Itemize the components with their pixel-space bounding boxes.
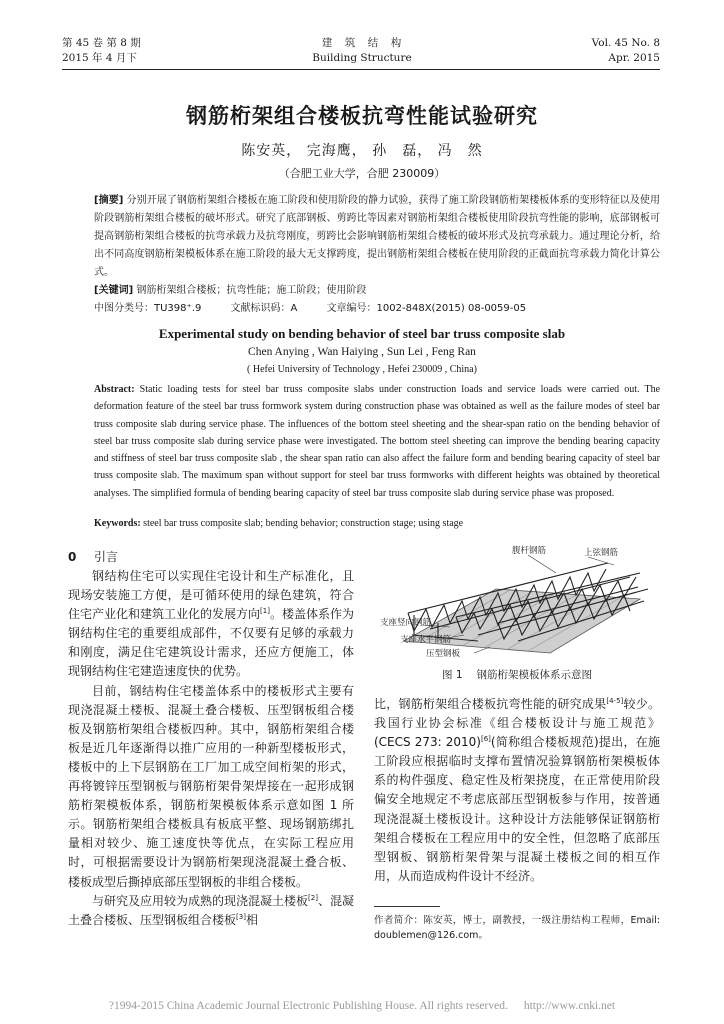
keywords-cn bbox=[94, 281, 660, 296]
classification-line bbox=[94, 299, 552, 314]
figure-caption bbox=[374, 667, 660, 682]
body-left-column bbox=[68, 567, 354, 930]
section-title: 引言 bbox=[94, 550, 119, 564]
clc-number: 中图分类号：TU398⁺.9 bbox=[94, 303, 202, 314]
body-right-column bbox=[374, 695, 660, 886]
paragraph-text: 比，钢筋桁架组合楼板抗弯性能的研究成果 bbox=[374, 697, 607, 711]
paragraph-text: (简称组合楼板规范)提出，在施工阶段应根据临时支撑布置情况验算钢筋桁架模板体系的构件强度、稳定性及桁架挠度，在正常使用阶段偏安全地规定不考虑底部压型钢板参与作用，按普通现浇混凝土楼板设计。这种设计方法能够保证钢筋桁架组合楼板在工程应用中的安全性，但忽略了底部压型钢板、钢筋桁架骨架与混凝土楼板之间的相互作用，从而造成构件设计不经济。 bbox=[374, 735, 660, 883]
affiliation: （合肥工业大学，合肥 230009） bbox=[278, 167, 446, 180]
header-rule bbox=[62, 69, 660, 70]
author-footnote: 作者简介：陈安英，博士，副教授，一级注册结构工程师，Email: doublemen@126.com。 bbox=[374, 915, 660, 941]
article-number: 文章编号：1002-848X(2015) 08-0059-05 bbox=[326, 303, 527, 314]
header-volume: 第 45 卷 第 8 期 bbox=[62, 37, 141, 49]
header-date: 2015 年 4 月下 bbox=[62, 52, 137, 64]
abstract-cn bbox=[94, 192, 660, 282]
header-journal-cn: 建 筑 结 构 bbox=[321, 37, 403, 49]
abstract-en-text: Static loading tests for steel bar truss composite slabs under construction loads and service loads were carried out. The deformation feature of the steel bar truss formwork system during construction phase was obtained as well as the failure modes of steel bar truss composite slab during service phase. The influences of the bottom steel sheeting and the shear-span ratio on the bending behavior of steel bar truss composite slab during service phase were investigated. The bottom steel sheeting can improve the bending bearing capacity and stiffness of steel bar truss composite slab , the shear span ratio can also affect the failure form and bending bearing capacity of steel bar truss composite slab. The maximum span without support for steel bar truss formworks with different heights was obtained by theoretical analyses. The simplified formula of bending bearing capacity of steel bar truss composite slab during service phase was proposed. bbox=[94, 384, 661, 499]
paragraph-text: 、混凝土叠合楼板、压型钢板组合楼板 bbox=[68, 893, 354, 927]
paper-title: 钢筋桁架组合楼板抗弯性能试验研究 bbox=[186, 104, 538, 128]
keywords-cn-text: 钢筋桁架组合楼板；抗弯性能；施工阶段；使用阶段 bbox=[136, 285, 367, 296]
abstract-en-label: Abstract: bbox=[94, 384, 135, 395]
citation: [4-5] bbox=[606, 697, 624, 705]
footnote-rule bbox=[374, 906, 440, 907]
paragraph bbox=[68, 567, 354, 682]
english-affiliation: ( Hefei University of Technology , Hefei 230009 , China) bbox=[247, 364, 477, 375]
label-web-bar: 腹杆钢筋 bbox=[512, 546, 547, 556]
abstract-en bbox=[94, 381, 660, 502]
copyright-line bbox=[0, 1000, 724, 1012]
english-authors: Chen Anying , Wan Haiying , Sun Lei , Feng Ran bbox=[248, 346, 476, 358]
paragraph-text: 较少。我国行业协会标准《组合楼板设计与施工规范》(CECS 273: 2010) bbox=[374, 697, 660, 750]
cnki-link[interactable]: http://www.cnki.net bbox=[523, 1000, 616, 1012]
label-steel-deck: 压型钢板 bbox=[426, 649, 461, 659]
keywords-en-text: steel bar truss composite slab; bending behavior; construction stage; using stage bbox=[143, 518, 464, 529]
header-month: Apr. 2015 bbox=[608, 52, 660, 64]
paragraph-text: 。楼盖体系作为钢结构住宅的重要组成部件，不仅要有足够的承载力和刚度，满足住宅建筑设计需求，还应方便施工，体现钢结构住宅建造速度快的优势。 bbox=[68, 607, 354, 679]
keywords-en bbox=[94, 518, 660, 529]
citation: [6] bbox=[480, 735, 491, 744]
english-title: Experimental study on bending behavior of steel bar truss composite slab bbox=[158, 326, 566, 341]
paragraph-text: 钢结构住宅可以实现住宅设计和生产标准化，且现场安装施工方便，是可循环使用的绿色建筑，符合住宅产业化和建筑工业化的发展方向 bbox=[68, 569, 354, 622]
keywords-cn-label: [关键词] bbox=[94, 285, 134, 296]
label-support-horizontal: 支座水平钢筋 bbox=[400, 635, 452, 645]
paragraph-text: 与研究及应用较为成熟的现浇混凝土楼板 bbox=[92, 893, 309, 908]
paragraph-text: 目前，钢结构住宅楼盖体系中的楼板形式主要有现浇混凝土楼板、混凝土叠合楼板、压型钢板组合楼板及钢筋桁架组合楼板四种。其中，钢筋桁架组合楼板是近几年逐渐得以推广应用的一种新型楼板形式，楼板中的上下层钢筋在工厂加工成空间桁架的形式，再将镀锌压型钢板与钢筋桁架骨架焊接在一起形成钢筋桁架模板体系，钢筋桁架模板体系示意如图 1 所示。钢筋桁架组合楼板具有板底平整、现场钢筋绑扎量相对较少、施工速度快等优点，在实际工程应用时，可根据需要设计为钢筋桁架现浇混凝土叠合板、楼板成型后撕掉底部压型钢板的非组合楼板。 bbox=[68, 683, 354, 889]
abstract-cn-label: [摘要] bbox=[94, 195, 124, 206]
author-list: 陈安英， 完海鹰， 孙 磊， 冯 然 bbox=[241, 143, 483, 159]
paragraph-text: 相 bbox=[245, 912, 258, 927]
header-journal-en: Building Structure bbox=[312, 52, 412, 64]
paragraph bbox=[374, 695, 660, 886]
truss-figure bbox=[378, 543, 660, 665]
document-code: 文献标识码：A bbox=[230, 303, 298, 314]
section-number: 0 bbox=[68, 550, 77, 564]
citation: [2] bbox=[308, 893, 318, 902]
paragraph bbox=[68, 892, 354, 930]
header-vol-no: Vol. 45 No. 8 bbox=[591, 37, 660, 49]
label-support-vertical: 支座竖向钢筋 bbox=[380, 618, 432, 628]
label-upper-bar: 上弦钢筋 bbox=[584, 548, 619, 558]
citation: [1] bbox=[260, 607, 270, 616]
figure-caption-text: 钢筋桁架模板体系示意图 bbox=[476, 669, 593, 681]
keywords-en-label: Keywords: bbox=[94, 518, 141, 529]
abstract-cn-text: 分别开展了钢筋桁架组合楼板在施工阶段和使用阶段的静力试验，获得了施工阶段钢筋桁架楼板体系的变形特征以及使用阶段钢筋桁架组合楼板的破坏形式。研究了底部钢板、剪跨比等因素对钢筋桁架组合楼板使用阶段抗弯性能的影响，底部钢板可提高钢筋桁架组合楼板的抗弯承载力及抗弯刚度，剪跨比会影响钢筋桁架组合楼板的破坏形式及抗弯承载力。通过理论分析，给出不同高度钢筋桁架模板体系在施工阶段的最大无支撑跨度，提出钢筋桁架组合楼板在使用阶段的正截面抗弯承载力简化计算公式。 bbox=[94, 195, 661, 278]
citation: [3] bbox=[236, 912, 246, 921]
header-vol-en bbox=[592, 36, 660, 66]
section-heading bbox=[68, 548, 118, 565]
figure-number: 图 1 bbox=[441, 669, 463, 681]
paragraph bbox=[68, 682, 354, 892]
copyright-text: ?1994-2015 China Academic Journal Electronic Publishing House. All rights reserved. bbox=[108, 1000, 508, 1012]
